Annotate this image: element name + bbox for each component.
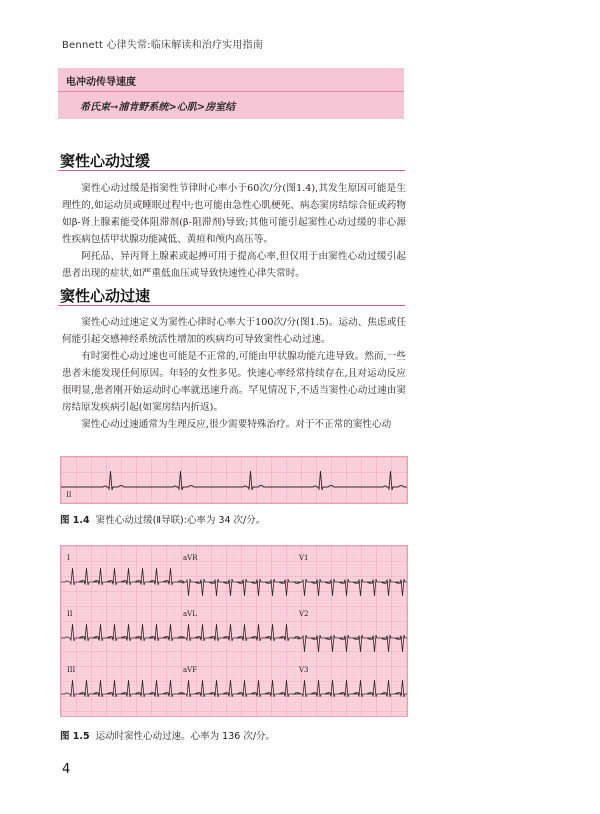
figure-caption-text: 窦性心动过缓(Ⅱ导联):心率为 34 次/分。 bbox=[95, 515, 266, 526]
section-heading-tachycardia: 窦性心动过速 bbox=[60, 287, 151, 305]
sidebar-title: 电冲动传导速度 bbox=[66, 77, 136, 88]
ecg-strip-figure-1-4 bbox=[60, 456, 408, 504]
lead-label: aVR bbox=[183, 554, 198, 562]
section-body-tachycardia bbox=[62, 314, 406, 433]
lead-label: III bbox=[67, 666, 76, 674]
figure-caption-1-5 bbox=[60, 728, 275, 742]
section-heading-bradycardia: 窦性心动过缓 bbox=[60, 152, 151, 170]
paragraph: 阿托品、异丙肾上腺素或起搏可用于提高心率,但仅用于由窦性心动过缓引起患者出现的症状,如严重低血压或导致快速性心律失常时。 bbox=[62, 251, 406, 279]
figure-caption-text: 运动时窦性心动过速。心率为 136 次/分。 bbox=[95, 731, 276, 742]
page-number: 4 bbox=[62, 762, 71, 777]
paragraph: 窦性心动过速定义为窦性心律时心率大于100次/分(图1.5)。运动、焦虑或任何能引起交感神经系统活性增加的疾病均可导致窦性心动过速。 bbox=[62, 317, 406, 345]
ecg-rhythm-strip bbox=[61, 457, 407, 503]
sidebar-path: 希氏束→浦肯野系统>心肌>房室结 bbox=[80, 102, 236, 113]
sidebar-box bbox=[58, 68, 404, 119]
lead-label: aVL bbox=[183, 610, 197, 618]
running-header: Bennett 心律失常:临床解读和治疗实用指南 bbox=[62, 40, 264, 51]
paragraph: 窦性心动过速通常为生理反应,很少需要特殊治疗。对于不正常的窦性心动 bbox=[81, 419, 392, 430]
lead-label: I bbox=[67, 554, 70, 562]
lead-label: V3 bbox=[299, 666, 309, 674]
paragraph: 窦性心动过缓是指窦性节律时心率小于60次/分(图1.4),其发生原因可能是生理性的,如运动员或睡眠过程中;也可能由急性心肌梗死、病态窦房结综合征或药物如β-肾上腺素能受体阻滞剂(β-阻滞剂)导致;其他可能引起窦性心动过缓的非心源性疾病包括甲状腺功能减低、黄疸和颅内高压等。 bbox=[62, 183, 406, 245]
ecg-multi-lead-grid bbox=[61, 546, 407, 716]
figure-caption-1-4 bbox=[60, 512, 265, 526]
paragraph: 有时窦性心动过速也可能是不正常的,可能由甲状腺功能亢进导致。然而,一些患者未能发现任何原因。年轻的女性多见。快速心率经常持续存在,且对运动反应很明显,患者刚开始运动时心率就迅速升高。罕见情况下,不适当窦性心动过速由窦房结原发疾病引起(如窦房结内折返)。 bbox=[62, 351, 406, 413]
figure-number: 图 1.4 bbox=[60, 515, 90, 526]
section-divider bbox=[58, 305, 405, 306]
lead-label: aVF bbox=[183, 666, 198, 674]
section-body-bradycardia bbox=[62, 180, 406, 282]
lead-label: II bbox=[67, 610, 73, 618]
lead-label: II bbox=[66, 491, 72, 499]
lead-label: V2 bbox=[299, 610, 309, 618]
section-divider bbox=[58, 170, 405, 171]
figure-number: 图 1.5 bbox=[60, 731, 90, 742]
lead-label: V1 bbox=[299, 554, 309, 562]
ecg-12-lead-figure-1-5 bbox=[60, 545, 408, 717]
